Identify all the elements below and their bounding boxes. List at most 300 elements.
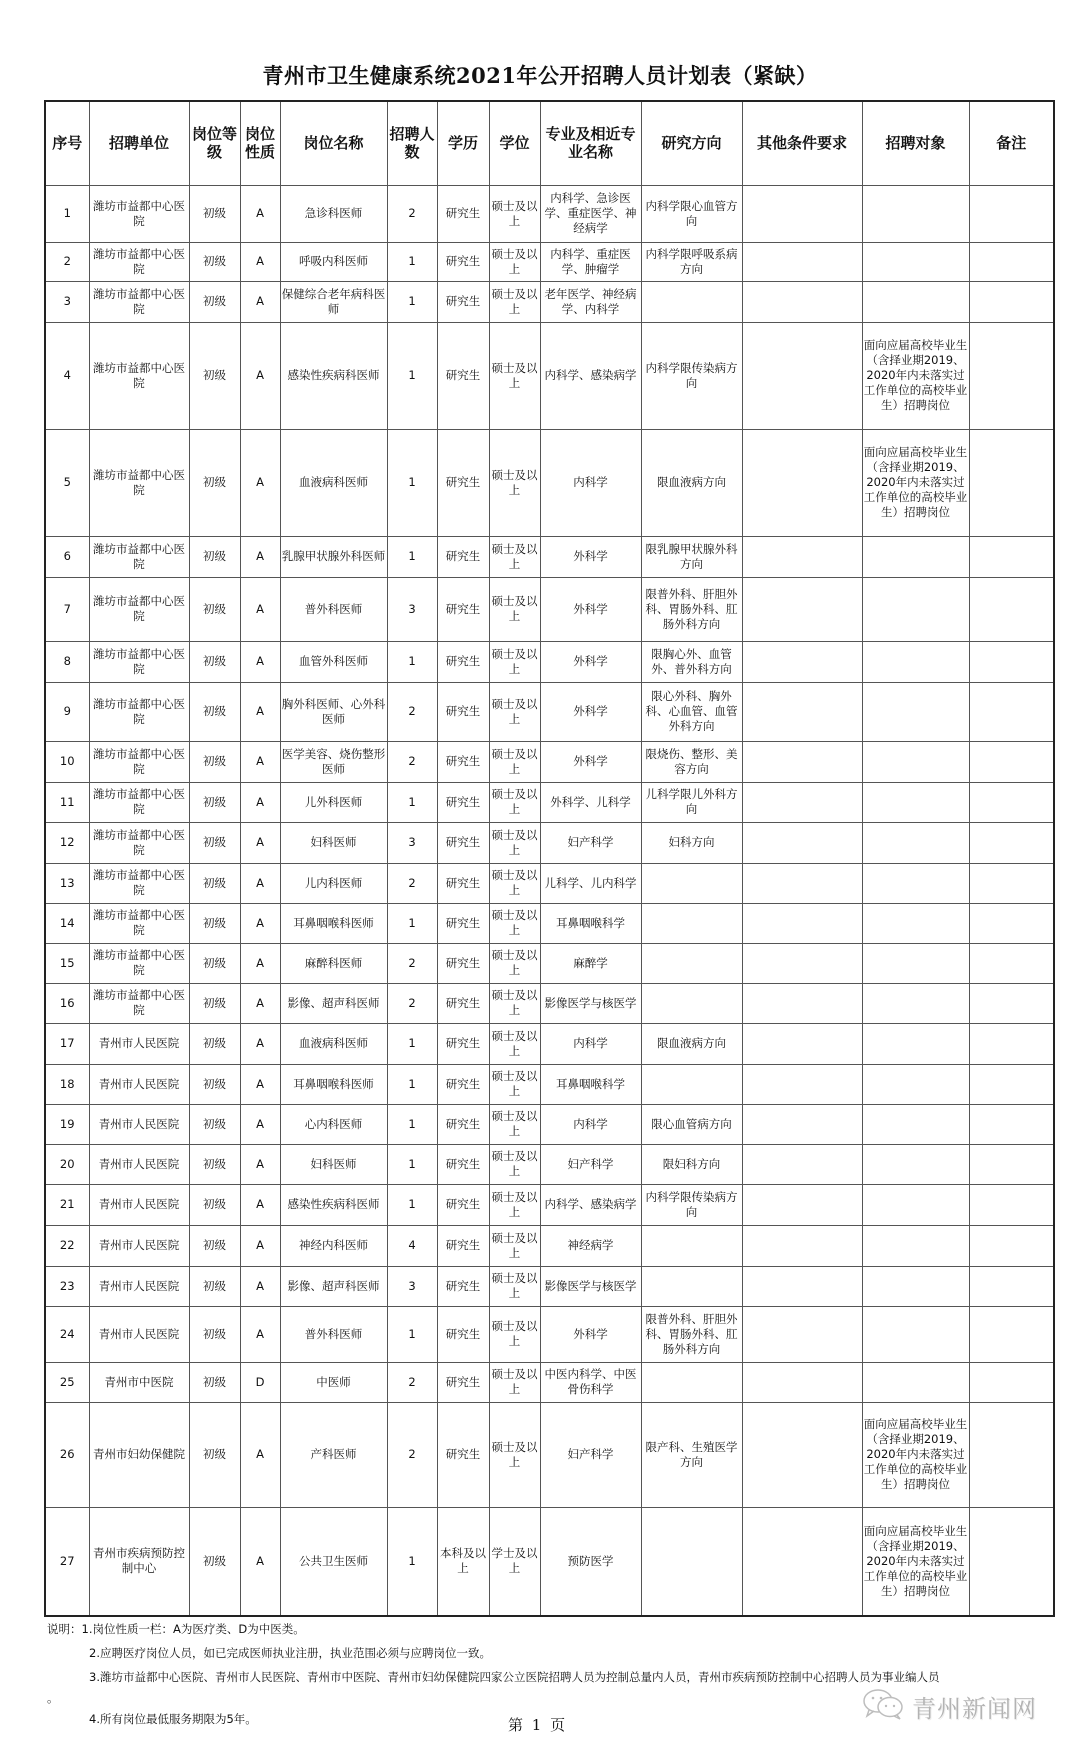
cell-count: 1: [387, 1023, 437, 1064]
cell-research: 妇科方向: [641, 822, 742, 863]
table-row: [45, 1023, 1054, 1064]
cell-unit: 青州市人民医院: [89, 1104, 189, 1144]
cell-degree: 硕士及以上: [489, 943, 540, 983]
cell-major: 妇产科学: [540, 1144, 641, 1184]
cell-major: 影像医学与核医学: [540, 1266, 641, 1306]
cell-remark: [969, 943, 1054, 983]
cell-degree: 硕士及以上: [489, 577, 540, 641]
cell-unit: 青州市疾病预防控制中心: [89, 1507, 189, 1616]
cell-post: 血液病科医师: [280, 1023, 387, 1064]
cell-level: 初级: [189, 577, 240, 641]
cell-type: A: [240, 1266, 280, 1306]
cell-target: [862, 903, 969, 943]
cell-education: 研究生: [437, 682, 489, 741]
cell-type: A: [240, 429, 280, 536]
cell-research: [641, 281, 742, 322]
table-row: [45, 322, 1054, 429]
cell-count: 2: [387, 741, 437, 782]
cell-count: 2: [387, 185, 437, 242]
cell-unit: 潍坊市益都中心医院: [89, 741, 189, 782]
cell-post: 急诊科医师: [280, 185, 387, 242]
cell-type: A: [240, 682, 280, 741]
cell-target: [862, 281, 969, 322]
cell-unit: 潍坊市益都中心医院: [89, 641, 189, 682]
cell-major: 妇产科学: [540, 822, 641, 863]
cell-other: [742, 1104, 862, 1144]
cell-education: 研究生: [437, 903, 489, 943]
cell-degree: 硕士及以上: [489, 429, 540, 536]
notes-label: 说明：: [47, 1622, 82, 1636]
cell-count: 1: [387, 1306, 437, 1362]
cell-level: 初级: [189, 1225, 240, 1266]
cell-education: 研究生: [437, 322, 489, 429]
cell-unit: 青州市人民医院: [89, 1184, 189, 1225]
cell-degree: 硕士及以上: [489, 1266, 540, 1306]
cell-unit: 青州市人民医院: [89, 1225, 189, 1266]
cell-other: [742, 429, 862, 536]
cell-type: A: [240, 1507, 280, 1616]
cell-type: A: [240, 1184, 280, 1225]
cell-count: 1: [387, 782, 437, 822]
cell-level: 初级: [189, 1023, 240, 1064]
cell-seq: 21: [45, 1184, 89, 1225]
cell-target: [862, 983, 969, 1023]
cell-type: A: [240, 242, 280, 281]
cell-other: [742, 1064, 862, 1104]
cell-post: 血液病科医师: [280, 429, 387, 536]
cell-education: 研究生: [437, 1104, 489, 1144]
cell-research: 内科学限传染病方向: [641, 1184, 742, 1225]
cell-research: 限心血管病方向: [641, 1104, 742, 1144]
cell-post: 产科医师: [280, 1402, 387, 1507]
cell-major: 儿科学、儿内科学: [540, 863, 641, 903]
cell-type: A: [240, 281, 280, 322]
cell-other: [742, 1507, 862, 1616]
cell-remark: [969, 281, 1054, 322]
cell-unit: 青州市人民医院: [89, 1266, 189, 1306]
cell-education: 研究生: [437, 1266, 489, 1306]
cell-other: [742, 943, 862, 983]
cell-type: A: [240, 741, 280, 782]
cell-other: [742, 741, 862, 782]
cell-post: 血管外科医师: [280, 641, 387, 682]
cell-research: 限血液病方向: [641, 1023, 742, 1064]
table-row: [45, 242, 1054, 281]
cell-target: [862, 1362, 969, 1402]
cell-target: [862, 1144, 969, 1184]
cell-unit: 潍坊市益都中心医院: [89, 903, 189, 943]
cell-level: 初级: [189, 983, 240, 1023]
cell-unit: 青州市人民医院: [89, 1144, 189, 1184]
cell-count: 1: [387, 1184, 437, 1225]
cell-unit: 潍坊市益都中心医院: [89, 429, 189, 536]
cell-education: 研究生: [437, 1184, 489, 1225]
table-row: [45, 1184, 1054, 1225]
cell-research: 限妇科方向: [641, 1144, 742, 1184]
cell-target: 面向应届高校毕业生（含择业期2019、2020年内未落实过工作单位的高校毕业生）招聘岗位: [862, 429, 969, 536]
cell-remark: [969, 1064, 1054, 1104]
cell-education: 研究生: [437, 1362, 489, 1402]
cell-post: 呼吸内科医师: [280, 242, 387, 281]
cell-type: D: [240, 1362, 280, 1402]
cell-other: [742, 536, 862, 577]
cell-seq: 16: [45, 983, 89, 1023]
column-header: 岗位性质: [240, 101, 280, 185]
cell-degree: 硕士及以上: [489, 682, 540, 741]
cell-post: 胸外科医师、心外科医师: [280, 682, 387, 741]
table-row: [45, 1104, 1054, 1144]
note-item: 1.岗位性质一栏：A为医疗类、D为中医类。: [81, 1622, 305, 1636]
cell-degree: 硕士及以上: [489, 1064, 540, 1104]
cell-degree: 硕士及以上: [489, 822, 540, 863]
cell-target: [862, 943, 969, 983]
table-row: [45, 536, 1054, 577]
table-row: [45, 863, 1054, 903]
cell-other: [742, 1184, 862, 1225]
column-header: 招聘单位: [89, 101, 189, 185]
cell-seq: 12: [45, 822, 89, 863]
cell-remark: [969, 322, 1054, 429]
cell-education: 研究生: [437, 536, 489, 577]
cell-education: 研究生: [437, 1225, 489, 1266]
cell-count: 2: [387, 943, 437, 983]
cell-remark: [969, 1362, 1054, 1402]
cell-research: 限血液病方向: [641, 429, 742, 536]
cell-research: 限乳腺甲状腺外科方向: [641, 536, 742, 577]
cell-education: 研究生: [437, 1064, 489, 1104]
notes-section: [47, 1617, 939, 1731]
cell-type: A: [240, 943, 280, 983]
cell-research: 限烧伤、整形、美容方向: [641, 741, 742, 782]
cell-education: 研究生: [437, 641, 489, 682]
cell-level: 初级: [189, 1184, 240, 1225]
cell-level: 初级: [189, 641, 240, 682]
cell-seq: 17: [45, 1023, 89, 1064]
cell-other: [742, 185, 862, 242]
cell-education: 研究生: [437, 863, 489, 903]
cell-degree: 硕士及以上: [489, 903, 540, 943]
cell-research: 儿科学限儿外科方向: [641, 782, 742, 822]
column-header: 招聘对象: [862, 101, 969, 185]
cell-seq: 20: [45, 1144, 89, 1184]
cell-degree: 硕士及以上: [489, 281, 540, 322]
cell-remark: [969, 536, 1054, 577]
cell-degree: 硕士及以上: [489, 185, 540, 242]
cell-education: 研究生: [437, 741, 489, 782]
cell-seq: 15: [45, 943, 89, 983]
cell-count: 1: [387, 1507, 437, 1616]
cell-type: A: [240, 322, 280, 429]
cell-degree: 硕士及以上: [489, 242, 540, 281]
cell-remark: [969, 1507, 1054, 1616]
cell-post: 感染性疾病科医师: [280, 1184, 387, 1225]
cell-target: [862, 185, 969, 242]
cell-level: 初级: [189, 943, 240, 983]
cell-other: [742, 1402, 862, 1507]
cell-major: 影像医学与核医学: [540, 983, 641, 1023]
cell-seq: 4: [45, 322, 89, 429]
cell-other: [742, 1306, 862, 1362]
cell-research: [641, 863, 742, 903]
cell-research: 限普外科、肝胆外科、胃肠外科、肛肠外科方向: [641, 577, 742, 641]
table-row: [45, 1144, 1054, 1184]
cell-type: A: [240, 983, 280, 1023]
cell-post: 中医师: [280, 1362, 387, 1402]
cell-education: 研究生: [437, 782, 489, 822]
cell-major: 耳鼻咽喉科学: [540, 903, 641, 943]
cell-major: 外科学: [540, 641, 641, 682]
column-header: 学位: [489, 101, 540, 185]
cell-other: [742, 1225, 862, 1266]
cell-post: 医学美容、烧伤整形医师: [280, 741, 387, 782]
cell-research: [641, 903, 742, 943]
cell-degree: 硕士及以上: [489, 641, 540, 682]
cell-degree: 硕士及以上: [489, 863, 540, 903]
cell-level: 初级: [189, 1144, 240, 1184]
cell-post: 影像、超声科医师: [280, 1266, 387, 1306]
page-number: 第 1 页: [508, 1716, 568, 1734]
cell-type: A: [240, 1225, 280, 1266]
cell-post: 儿内科医师: [280, 863, 387, 903]
cell-unit: 青州市人民医院: [89, 1306, 189, 1362]
cell-major: 老年医学、神经病学、内科学: [540, 281, 641, 322]
cell-degree: 硕士及以上: [489, 1225, 540, 1266]
column-header: 备注: [969, 101, 1054, 185]
cell-education: 研究生: [437, 1402, 489, 1507]
cell-other: [742, 782, 862, 822]
table-row: [45, 903, 1054, 943]
cell-seq: 24: [45, 1306, 89, 1362]
cell-research: 限胸心外、血管外、普外科方向: [641, 641, 742, 682]
cell-post: 心内科医师: [280, 1104, 387, 1144]
table-header-row: [45, 101, 1054, 185]
cell-post: 公共卫生医师: [280, 1507, 387, 1616]
cell-major: 外科学: [540, 741, 641, 782]
cell-unit: 潍坊市益都中心医院: [89, 536, 189, 577]
cell-major: 中医内科学、中医骨伤科学: [540, 1362, 641, 1402]
table-row: [45, 1402, 1054, 1507]
cell-seq: 1: [45, 185, 89, 242]
cell-major: 耳鼻咽喉科学: [540, 1064, 641, 1104]
cell-seq: 23: [45, 1266, 89, 1306]
column-header: 专业及相近专业名称: [540, 101, 641, 185]
cell-major: 预防医学: [540, 1507, 641, 1616]
cell-count: 2: [387, 1402, 437, 1507]
cell-seq: 2: [45, 242, 89, 281]
cell-target: [862, 1225, 969, 1266]
cell-research: [641, 983, 742, 1023]
cell-type: A: [240, 577, 280, 641]
cell-level: 初级: [189, 1507, 240, 1616]
cell-remark: [969, 1184, 1054, 1225]
cell-type: A: [240, 536, 280, 577]
cell-unit: 潍坊市益都中心医院: [89, 577, 189, 641]
note-item: 4.所有岗位最低服务期限为5年。: [89, 1712, 257, 1726]
cell-education: 研究生: [437, 943, 489, 983]
cell-other: [742, 903, 862, 943]
cell-major: 内科学、感染病学: [540, 322, 641, 429]
cell-research: 内科学限呼吸系病方向: [641, 242, 742, 281]
cell-count: 1: [387, 641, 437, 682]
cell-remark: [969, 1266, 1054, 1306]
cell-target: [862, 641, 969, 682]
cell-degree: 学士及以上: [489, 1507, 540, 1616]
cell-degree: 硕士及以上: [489, 1104, 540, 1144]
cell-level: 初级: [189, 903, 240, 943]
cell-remark: [969, 782, 1054, 822]
cell-remark: [969, 1306, 1054, 1362]
cell-post: 保健综合老年病科医师: [280, 281, 387, 322]
table-row: [45, 741, 1054, 782]
cell-level: 初级: [189, 682, 240, 741]
table-row: [45, 1064, 1054, 1104]
cell-target: [862, 1104, 969, 1144]
cell-count: 3: [387, 822, 437, 863]
table-row: [45, 983, 1054, 1023]
table-row: [45, 185, 1054, 242]
cell-research: [641, 943, 742, 983]
cell-other: [742, 281, 862, 322]
column-header: 研究方向: [641, 101, 742, 185]
cell-research: [641, 1266, 742, 1306]
cell-major: 内科学、重症医学、肿瘤学: [540, 242, 641, 281]
cell-research: 限产科、生殖医学方向: [641, 1402, 742, 1507]
cell-education: 研究生: [437, 1306, 489, 1362]
cell-level: 初级: [189, 1104, 240, 1144]
cell-education: 研究生: [437, 1144, 489, 1184]
cell-count: 1: [387, 281, 437, 322]
cell-other: [742, 242, 862, 281]
cell-remark: [969, 1104, 1054, 1144]
table-row: [45, 1306, 1054, 1362]
cell-count: 1: [387, 322, 437, 429]
cell-degree: 硕士及以上: [489, 1144, 540, 1184]
cell-count: 2: [387, 682, 437, 741]
cell-remark: [969, 863, 1054, 903]
cell-research: [641, 1507, 742, 1616]
cell-level: 初级: [189, 822, 240, 863]
cell-major: 内科学: [540, 1104, 641, 1144]
cell-seq: 22: [45, 1225, 89, 1266]
cell-other: [742, 682, 862, 741]
cell-target: 面向应届高校毕业生（含择业期2019、2020年内未落实过工作单位的高校毕业生）招聘岗位: [862, 322, 969, 429]
cell-target: [862, 536, 969, 577]
cell-post: 麻醉科医师: [280, 943, 387, 983]
cell-seq: 7: [45, 577, 89, 641]
table-row: [45, 641, 1054, 682]
cell-target: 面向应届高校毕业生（含择业期2019、2020年内未落实过工作单位的高校毕业生）招聘岗位: [862, 1507, 969, 1616]
table-row: [45, 281, 1054, 322]
cell-degree: 硕士及以上: [489, 1023, 540, 1064]
cell-type: A: [240, 1306, 280, 1362]
cell-remark: [969, 822, 1054, 863]
wechat-icon: [862, 1688, 906, 1724]
table-row: [45, 682, 1054, 741]
table-row: [45, 577, 1054, 641]
cell-education: 研究生: [437, 822, 489, 863]
cell-remark: [969, 641, 1054, 682]
cell-seq: 8: [45, 641, 89, 682]
note-item: 。: [47, 1691, 59, 1705]
cell-degree: 硕士及以上: [489, 536, 540, 577]
cell-unit: 潍坊市益都中心医院: [89, 281, 189, 322]
cell-degree: 硕士及以上: [489, 1402, 540, 1507]
cell-type: A: [240, 782, 280, 822]
cell-other: [742, 577, 862, 641]
cell-unit: 青州市人民医院: [89, 1064, 189, 1104]
cell-degree: 硕士及以上: [489, 322, 540, 429]
cell-level: 初级: [189, 536, 240, 577]
cell-post: 妇科医师: [280, 1144, 387, 1184]
cell-target: [862, 741, 969, 782]
table-row: [45, 1266, 1054, 1306]
cell-degree: 硕士及以上: [489, 983, 540, 1023]
cell-major: 外科学: [540, 536, 641, 577]
cell-level: 初级: [189, 322, 240, 429]
table-row: [45, 822, 1054, 863]
cell-unit: 潍坊市益都中心医院: [89, 242, 189, 281]
cell-level: 初级: [189, 242, 240, 281]
cell-other: [742, 822, 862, 863]
cell-other: [742, 322, 862, 429]
cell-post: 普外科医师: [280, 577, 387, 641]
cell-post: 儿外科医师: [280, 782, 387, 822]
cell-count: 2: [387, 983, 437, 1023]
cell-other: [742, 1266, 862, 1306]
cell-seq: 3: [45, 281, 89, 322]
cell-level: 初级: [189, 863, 240, 903]
cell-education: 研究生: [437, 429, 489, 536]
cell-seq: 6: [45, 536, 89, 577]
cell-unit: 青州市中医院: [89, 1362, 189, 1402]
cell-post: 影像、超声科医师: [280, 983, 387, 1023]
column-header: 岗位等级: [189, 101, 240, 185]
cell-seq: 13: [45, 863, 89, 903]
column-header: 序号: [45, 101, 89, 185]
cell-research: [641, 1225, 742, 1266]
cell-remark: [969, 1225, 1054, 1266]
cell-count: 3: [387, 577, 437, 641]
cell-seq: 5: [45, 429, 89, 536]
cell-count: 2: [387, 863, 437, 903]
cell-post: 神经内科医师: [280, 1225, 387, 1266]
cell-other: [742, 983, 862, 1023]
cell-level: 初级: [189, 1064, 240, 1104]
cell-education: 本科及以上: [437, 1507, 489, 1616]
cell-major: 外科学、儿科学: [540, 782, 641, 822]
cell-target: [862, 822, 969, 863]
cell-level: 初级: [189, 782, 240, 822]
cell-remark: [969, 682, 1054, 741]
cell-type: A: [240, 1023, 280, 1064]
cell-level: 初级: [189, 1362, 240, 1402]
cell-target: [862, 682, 969, 741]
cell-level: 初级: [189, 1266, 240, 1306]
cell-remark: [969, 1144, 1054, 1184]
cell-remark: [969, 185, 1054, 242]
cell-type: A: [240, 185, 280, 242]
cell-target: [862, 863, 969, 903]
cell-research: 限心外科、胸外科、心血管、血管外科方向: [641, 682, 742, 741]
cell-type: A: [240, 863, 280, 903]
cell-major: 内科学、感染病学: [540, 1184, 641, 1225]
cell-count: 1: [387, 429, 437, 536]
cell-unit: 潍坊市益都中心医院: [89, 322, 189, 429]
cell-count: 1: [387, 242, 437, 281]
cell-seq: 27: [45, 1507, 89, 1616]
cell-type: A: [240, 641, 280, 682]
cell-target: [862, 242, 969, 281]
